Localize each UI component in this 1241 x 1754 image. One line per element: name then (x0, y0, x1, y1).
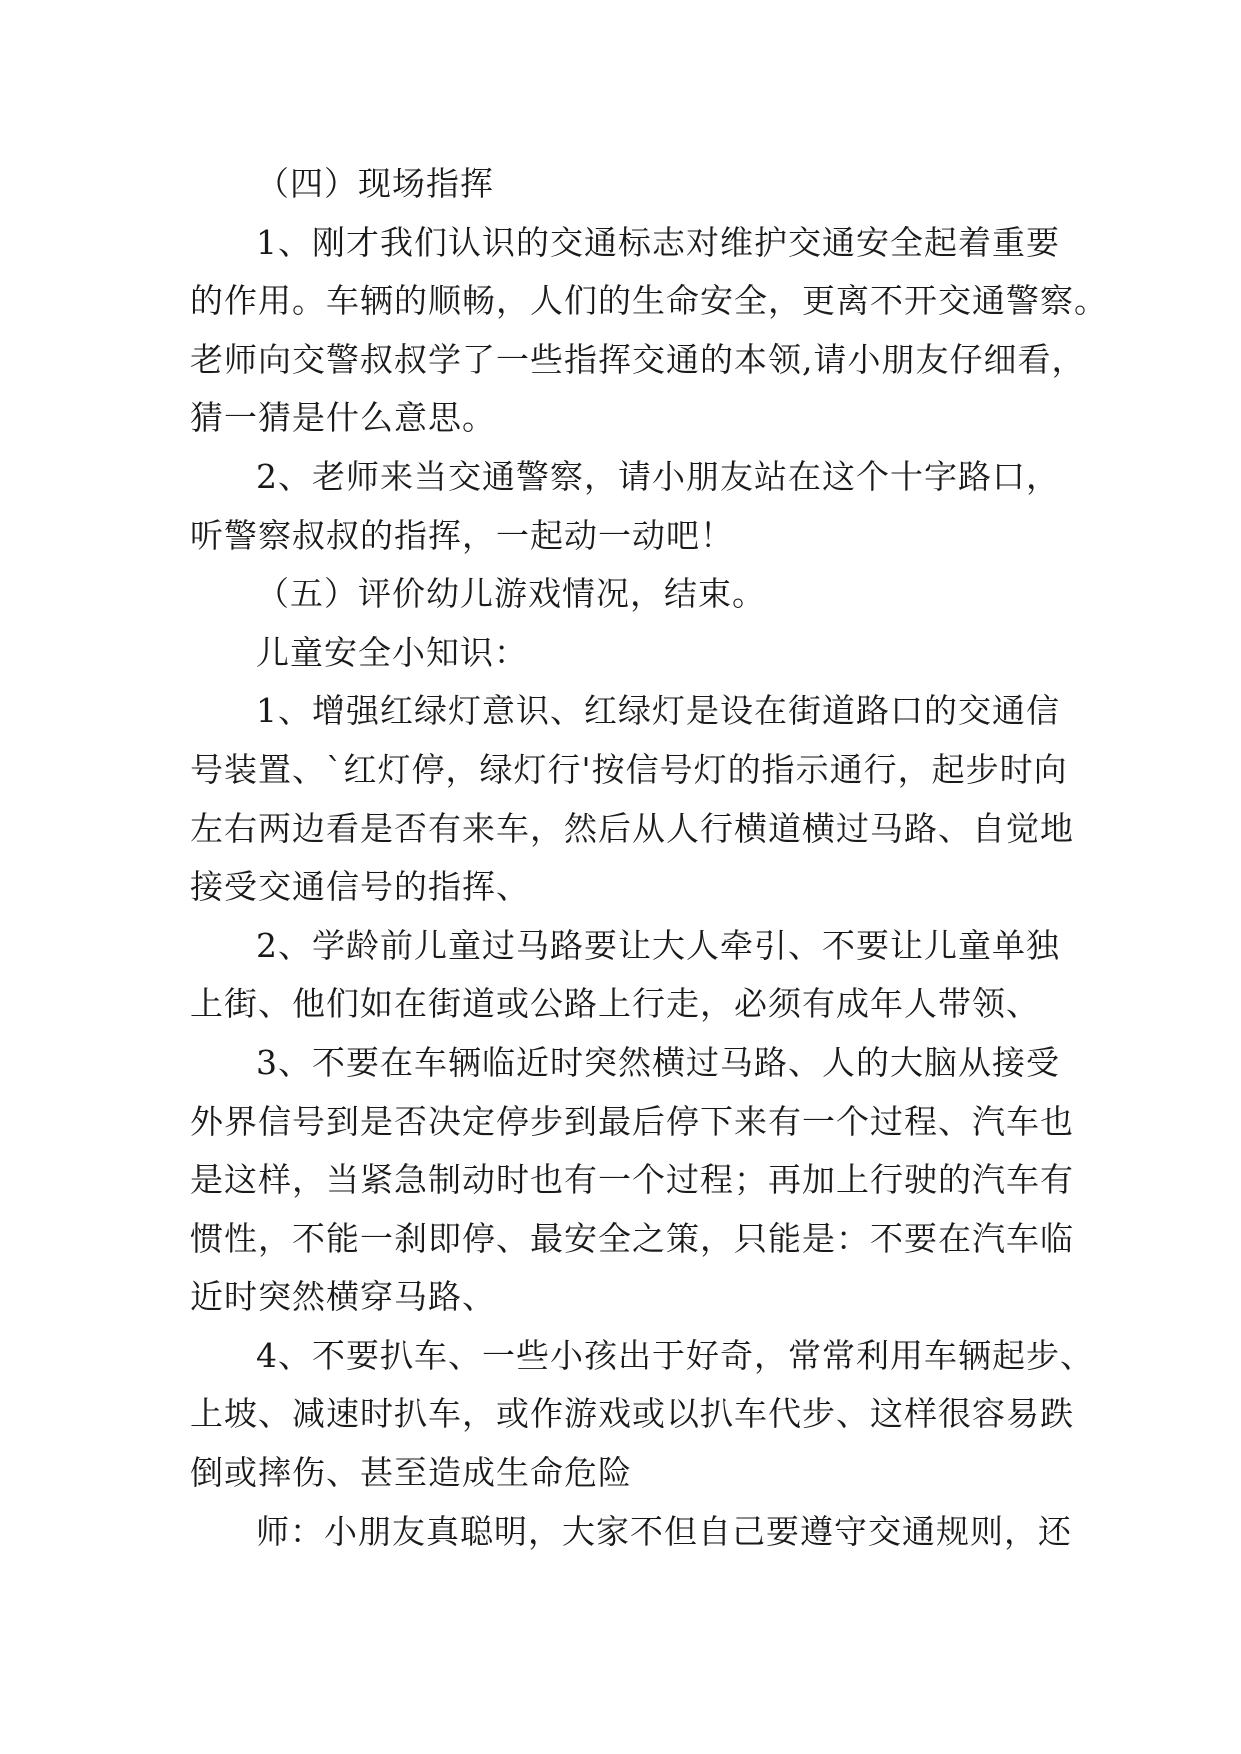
text-line: 近时突然横穿马路、 (190, 1277, 496, 1317)
text-line: （四）现场指挥 (256, 164, 494, 203)
text-line: 3、不要在车辆临近时突然横过马路、人的大脑从接受 (256, 1042, 1060, 1082)
text-line: 惯性，不能一刹即停、最安全之策，只能是：不要在汽车临 (190, 1218, 1074, 1258)
text-line: 1、刚才我们认识的交通标志对维护交通安全起着重要 (256, 222, 1060, 262)
text-line: 师：小朋友真聪明，大家不但自己要遵守交通规则，还 (256, 1511, 1072, 1551)
text-line: 倒或摔伤、甚至造成生命危险 (190, 1453, 632, 1493)
text-line: 是这样，当紧急制动时也有一个过程；再加上行驶的汽车有 (190, 1160, 1074, 1200)
text-line: 号装置、`红灯停，绿灯行'按信号灯的指示通行，起步时向 (190, 749, 1068, 789)
text-line: 的作用。车辆的顺畅，人们的生命安全，更离不开交通警察。 (190, 281, 1108, 321)
text-line: 左右两边看是否有来车，然后从人行横道横过马路、自觉地 (190, 808, 1074, 848)
text-line: 上坡、减速时扒车，或作游戏或以扒车代步、这样很容易跌 (190, 1394, 1074, 1434)
text-line: 儿童安全小知识： (256, 632, 528, 672)
text-line: 2、老师来当交通警察，请小朋友站在这个十字路口， (256, 456, 1060, 496)
text-line: 4、不要扒车、一些小孩出于好奇，常常利用车辆起步、 (256, 1335, 1094, 1375)
text-line: 上街、他们如在街道或公路上行走，必须有成年人带领、 (190, 984, 1040, 1024)
text-line: 外界信号到是否决定停步到最后停下来有一个过程、汽车也 (190, 1101, 1074, 1141)
text-line: 老师向交警叔叔学了一些指挥交通的本领,请小朋友仔细看， (190, 339, 1086, 379)
text-line: 2、学龄前儿童过马路要让大人牵引、不要让儿童单独 (256, 925, 1060, 965)
text-line: （五）评价幼儿游戏情况，结束。 (256, 574, 766, 614)
text-line: 接受交通信号的指挥、 (190, 867, 530, 907)
text-line: 猜一猜是什么意思。 (190, 398, 496, 438)
text-line: 1、增强红绿灯意识、红绿灯是设在街道路口的交通信 (256, 691, 1060, 731)
document-body (190, 155, 1108, 1561)
text-line: 听警察叔叔的指挥，一起动一动吧！ (190, 515, 734, 555)
